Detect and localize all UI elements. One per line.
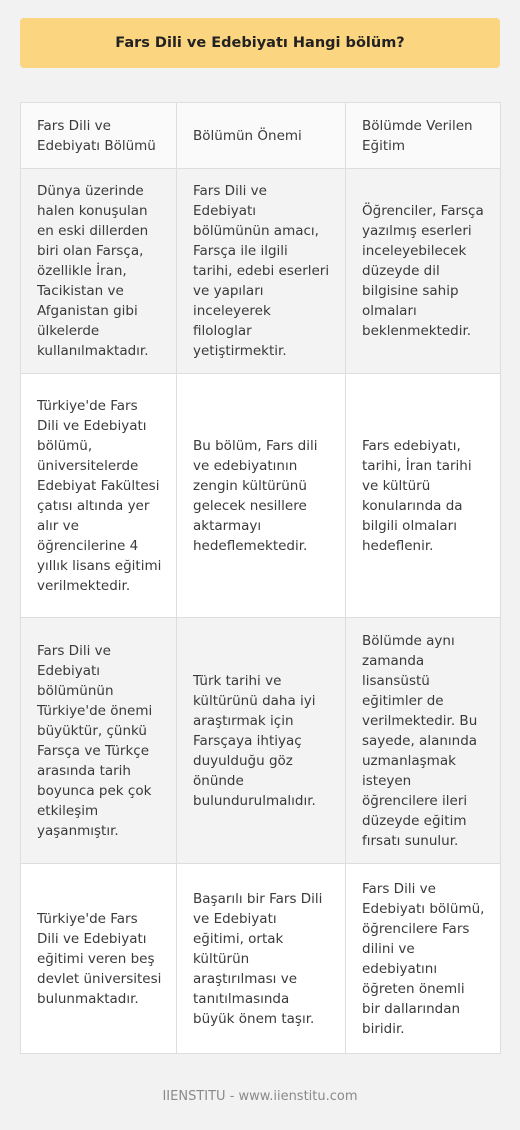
table-cell: Fars Dili ve Edebiyatı bölümünün amacı, Farsça ile ilgili tarihi, edebi eserleri ve yapıları inceleyerek filologlar yetiştirmektir. bbox=[177, 169, 346, 374]
footer-credit: IIENSTITU - www.iienstitu.com bbox=[162, 1089, 358, 1104]
page-title: Fars Dili ve Edebiyatı Hangi bölüm? bbox=[20, 18, 500, 68]
table-cell: Başarılı bir Fars Dili ve Edebiyatı eğitimi, ortak kültürün araştırılması ve tanıtılmasında büyük önem taşır. bbox=[177, 864, 346, 1054]
table-cell: Türk tarihi ve kültürünü daha iyi araştırmak için Farsçaya ihtiyaç duyulduğu göz önünde bulundurulmalıdır. bbox=[177, 618, 346, 864]
table-cell: Türkiye'de Fars Dili ve Edebiyatı bölümü, üniversitelerde Edebiyat Fakültesi çatısı altında yer alır ve öğrencilerine 4 yıllık lisans eğitimi verilmektedir. bbox=[21, 374, 177, 618]
header-cell: Bölümde Verilen Eğitim bbox=[346, 103, 501, 169]
header-cell: Bölümün Önemi bbox=[177, 103, 346, 169]
table-cell: Fars Dili ve Edebiyatı bölümü, öğrencilere Fars dilini ve edebiyatını öğreten önemli bir dallarından biridir. bbox=[346, 864, 501, 1054]
table-cell: Dünya üzerinde halen konuşulan en eski dillerden biri olan Farsça, özellikle İran, Tacikistan ve Afganistan gibi ülkelerde kullanılmaktadır. bbox=[21, 169, 177, 374]
table-cell: Fars Dili ve Edebiyatı bölümünün Türkiye'de önemi büyüktür, çünkü Farsça ve Türkçe arasında tarih boyunca pek çok etkileşim yaşanmıştır. bbox=[21, 618, 177, 864]
table-cell: Bu bölüm, Fars dili ve edebiyatının zengin kültürünü gelecek nesillere aktarmayı hedeflemektedir. bbox=[177, 374, 346, 618]
table-row bbox=[21, 864, 501, 1054]
info-table bbox=[20, 102, 501, 1054]
table-row bbox=[21, 374, 501, 618]
table-cell: Bölümde aynı zamanda lisansüstü eğitimler de verilmektedir. Bu sayede, alanında uzmanlaşmak isteyen öğrencilere ileri düzeyde eğitim fırsatı sunulur. bbox=[346, 618, 501, 864]
table-row bbox=[21, 618, 501, 864]
table-cell: Fars edebiyatı, tarihi, İran tarihi ve kültürü konularında da bilgili olmaları hedeflenir. bbox=[346, 374, 501, 618]
table-cell: Öğrenciler, Farsça yazılmış eserleri inceleyebilecek düzeyde dil bilgisine sahip olmaları beklenmektedir. bbox=[346, 169, 501, 374]
table-header-row bbox=[21, 103, 501, 169]
table-cell: Türkiye'de Fars Dili ve Edebiyatı eğitimi veren beş devlet üniversitesi bulunmaktadır. bbox=[21, 864, 177, 1054]
table-row bbox=[21, 169, 501, 374]
header-cell: Fars Dili ve Edebiyatı Bölümü bbox=[21, 103, 177, 169]
